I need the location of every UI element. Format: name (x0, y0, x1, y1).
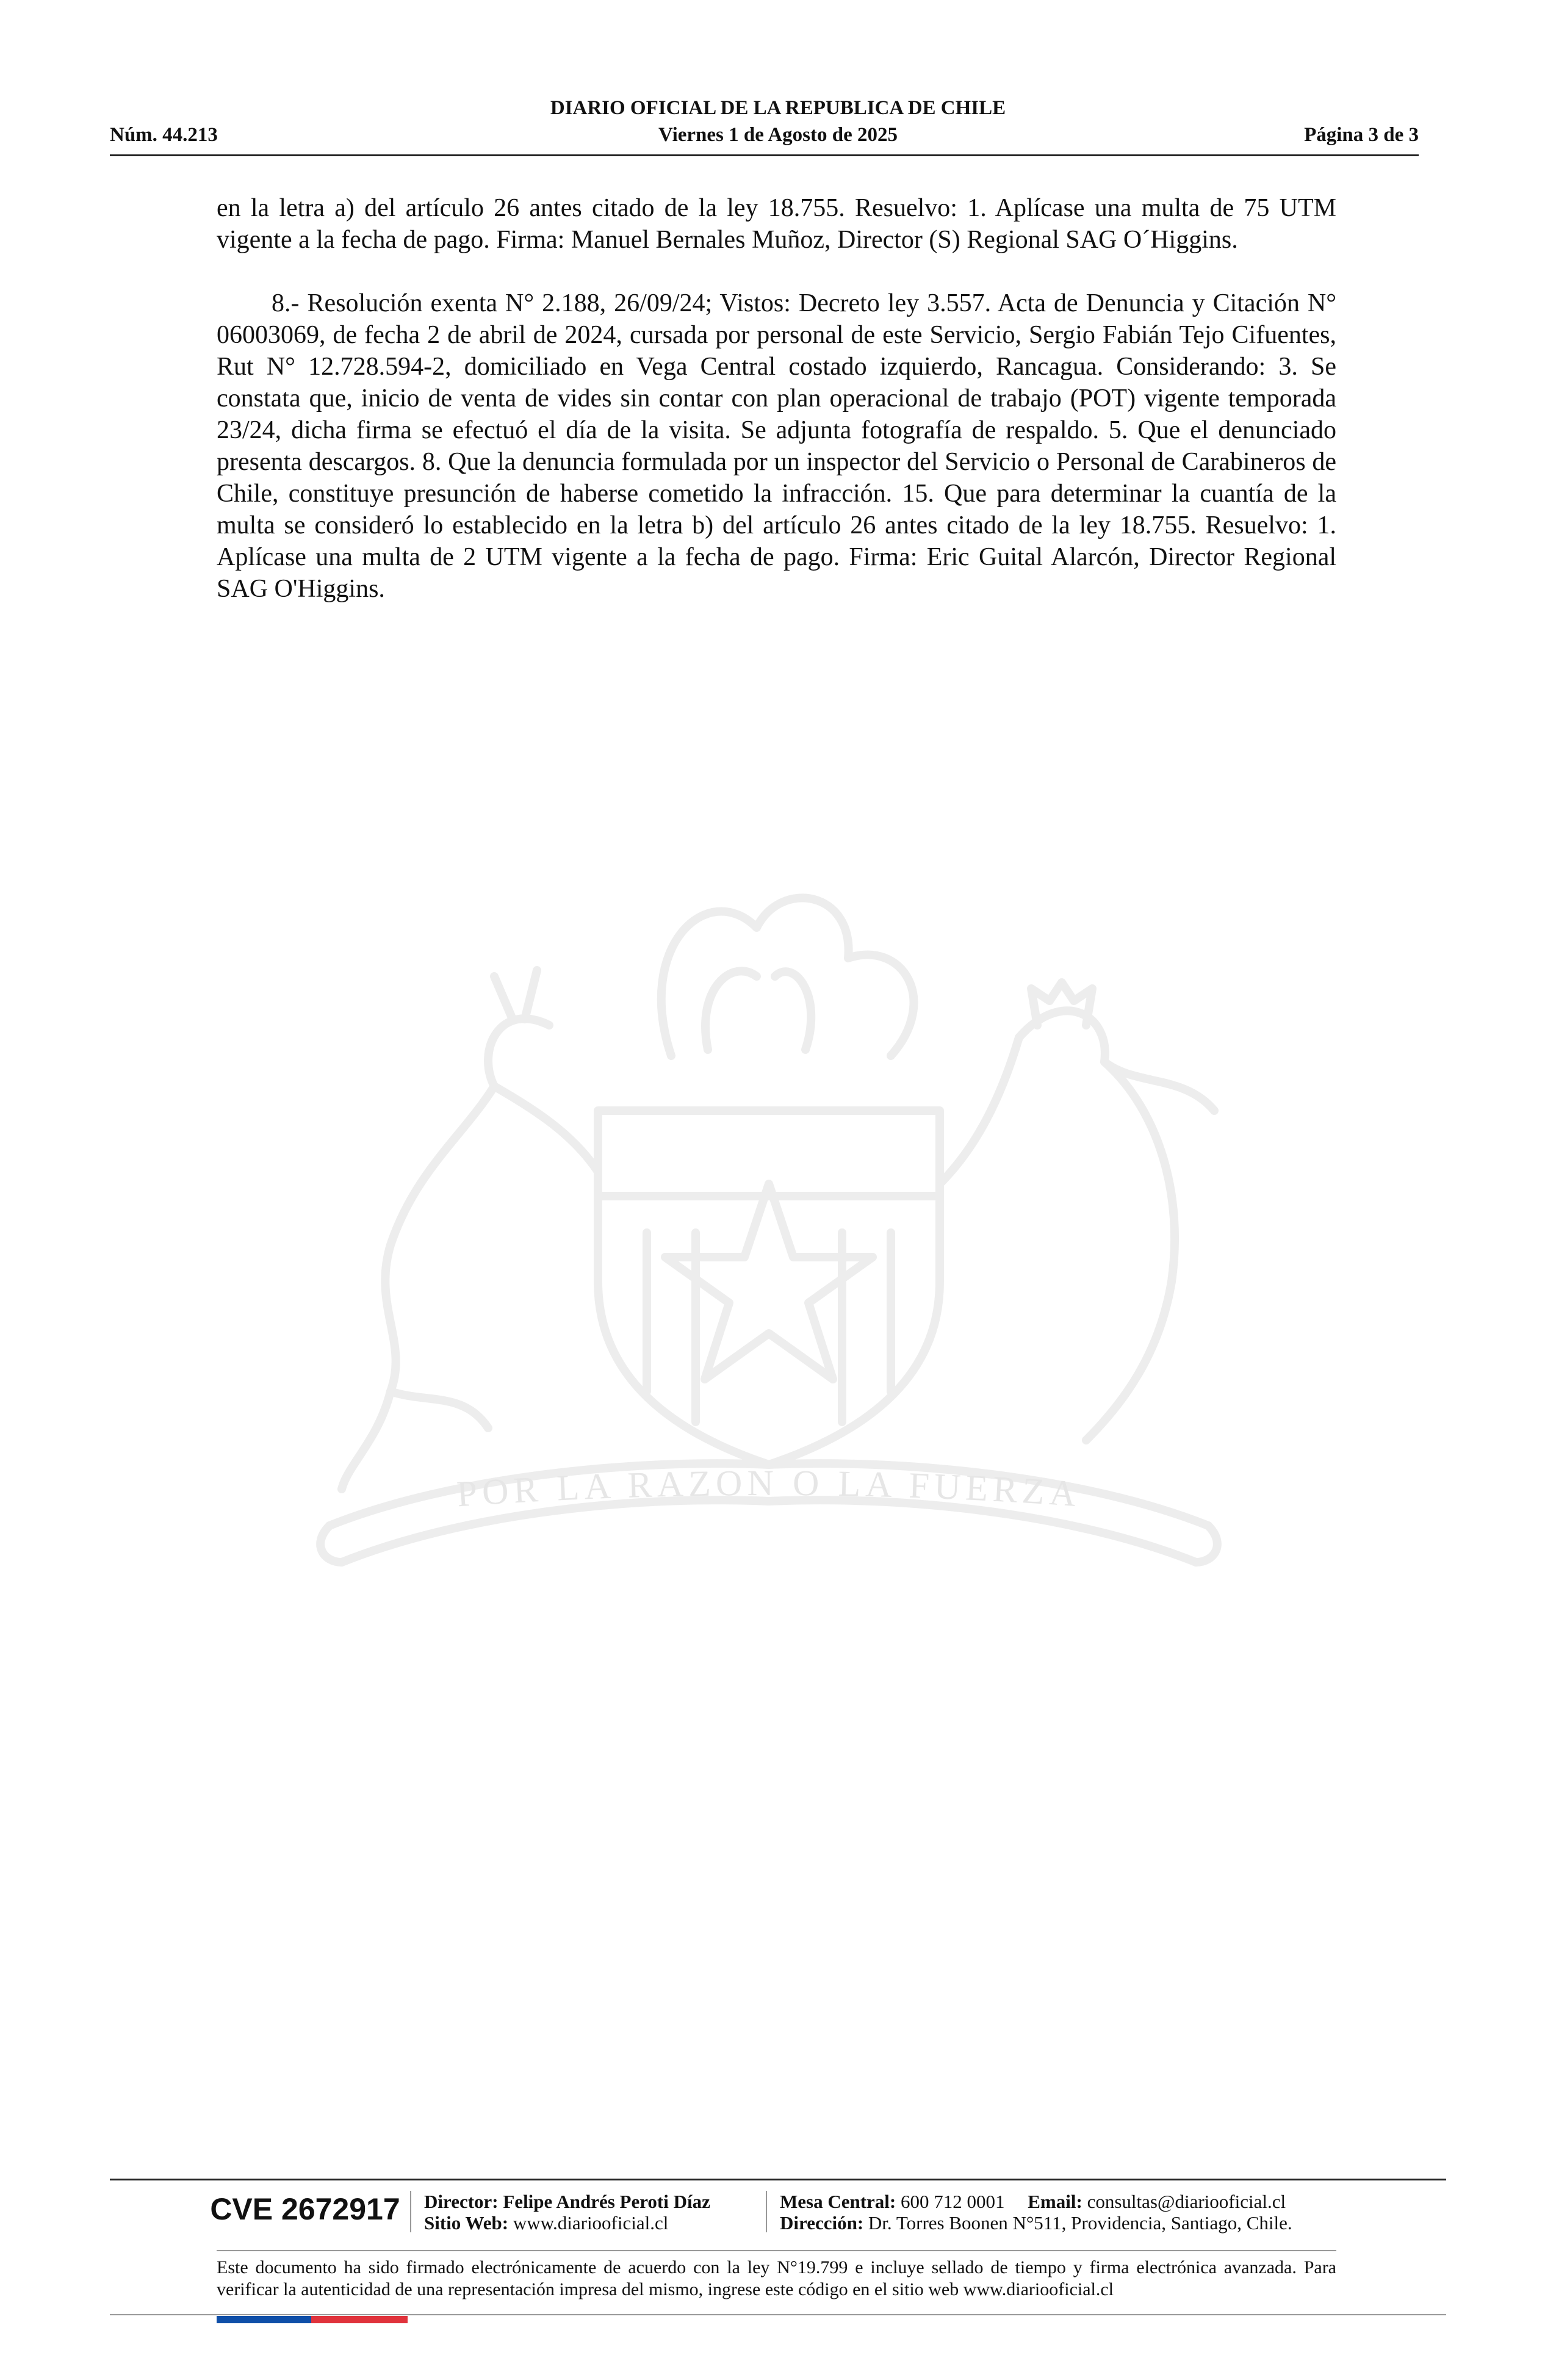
publication-name: DIARIO OFICIAL DE LA REPUBLICA DE CHILE (550, 97, 1006, 119)
address-value: Dr. Torres Boonen N°511, Providencia, Santiago, Chile. (868, 2212, 1292, 2234)
footer-separator (410, 2191, 411, 2232)
footer-contacts-left (424, 2191, 710, 2234)
body-paragraph: 8.- Resolución exenta N° 2.188, 26/09/24; Vistos: Decreto ley 3.557. Acta de Denuncia y Citación N° 06003069, de fecha 2 de abril de 2024, cursada por personal de este Servicio, Sergio Fabián Tejo Cifuentes, Rut N° 12.728.594-2, domiciliado en Vega Central costado izquierdo, Rancagua. Considerando: 3. Se constata que, inicio de venta de vides sin contar con plan operacional de trabajo (POT) vigente temporada 23/24, dicha firma se efectuó el día de la visita. Se adjunta fotografía de respaldo. 5. Que el denunciado presenta descargos. 8. Que la denuncia formulada por un inspector del Servicio o Personal de Carabineros de Chile, constituye presunción de haberse cometido la infracción. 15. Que para determinar la cuantía de la multa se consideró lo establecido en la letra b) del artículo 26 antes citado de la ley 18.755. Resuelvo: 1. Aplícase una multa de 2 UTM vigente a la fecha de pago. Firma: Eric Guital Alarcón, Director Regional SAG O'Higgins. (217, 289, 1336, 603)
footer-contacts-right (780, 2191, 1292, 2234)
issue-number: Núm. 44.213 (110, 124, 218, 146)
director-name: Felipe Andrés Peroti Díaz (503, 2191, 710, 2212)
page-indicator: Página 3 de 3 (1304, 124, 1419, 146)
chile-coat-of-arms-icon (207, 854, 1330, 1648)
flag-stripe-red (311, 2316, 408, 2323)
email-link[interactable]: consultas@diariooficial.cl (1087, 2191, 1286, 2212)
footer-divider (110, 2179, 1446, 2180)
director-label: Director: (424, 2191, 499, 2212)
watermark-motto: POR LA RAZON O LA FUERZA (455, 1462, 1082, 1515)
phone-number: 600 712 0001 (901, 2191, 1005, 2212)
phone-label: Mesa Central: (780, 2191, 896, 2212)
website-label: Sitio Web: (424, 2212, 509, 2234)
header-divider (110, 154, 1419, 156)
website-link[interactable]: www.diariooficial.cl (513, 2212, 669, 2234)
address-label: Dirección: (780, 2212, 864, 2234)
footer-inner-divider (217, 2250, 1336, 2251)
footer-bottom-divider (110, 2314, 1446, 2315)
signature-notice: Este documento ha sido firmado electrónicamente de acuerdo con la ley N°19.799 e incluye sellado de tiempo y firma electrónica avanzada. Para verificar la autenticidad de una representación impresa del mismo, ingrese este código en el sitio web www.diariooficial.cl (217, 2257, 1336, 2299)
document-body (217, 192, 1336, 636)
flag-stripe-blue (217, 2316, 311, 2323)
footer-separator (766, 2191, 767, 2232)
email-label: Email: (1028, 2191, 1082, 2212)
issue-date: Viernes 1 de Agosto de 2025 (658, 124, 898, 146)
body-paragraph: en la letra a) del artículo 26 antes citado de la ley 18.755. Resuelvo: 1. Aplícase una multa de 75 UTM vigente a la fecha de pago. Firma: Manuel Bernales Muñoz, Director (S) Regional SAG O´Higgins. (217, 194, 1336, 254)
cve-code: CVE 2672917 (210, 2192, 400, 2226)
